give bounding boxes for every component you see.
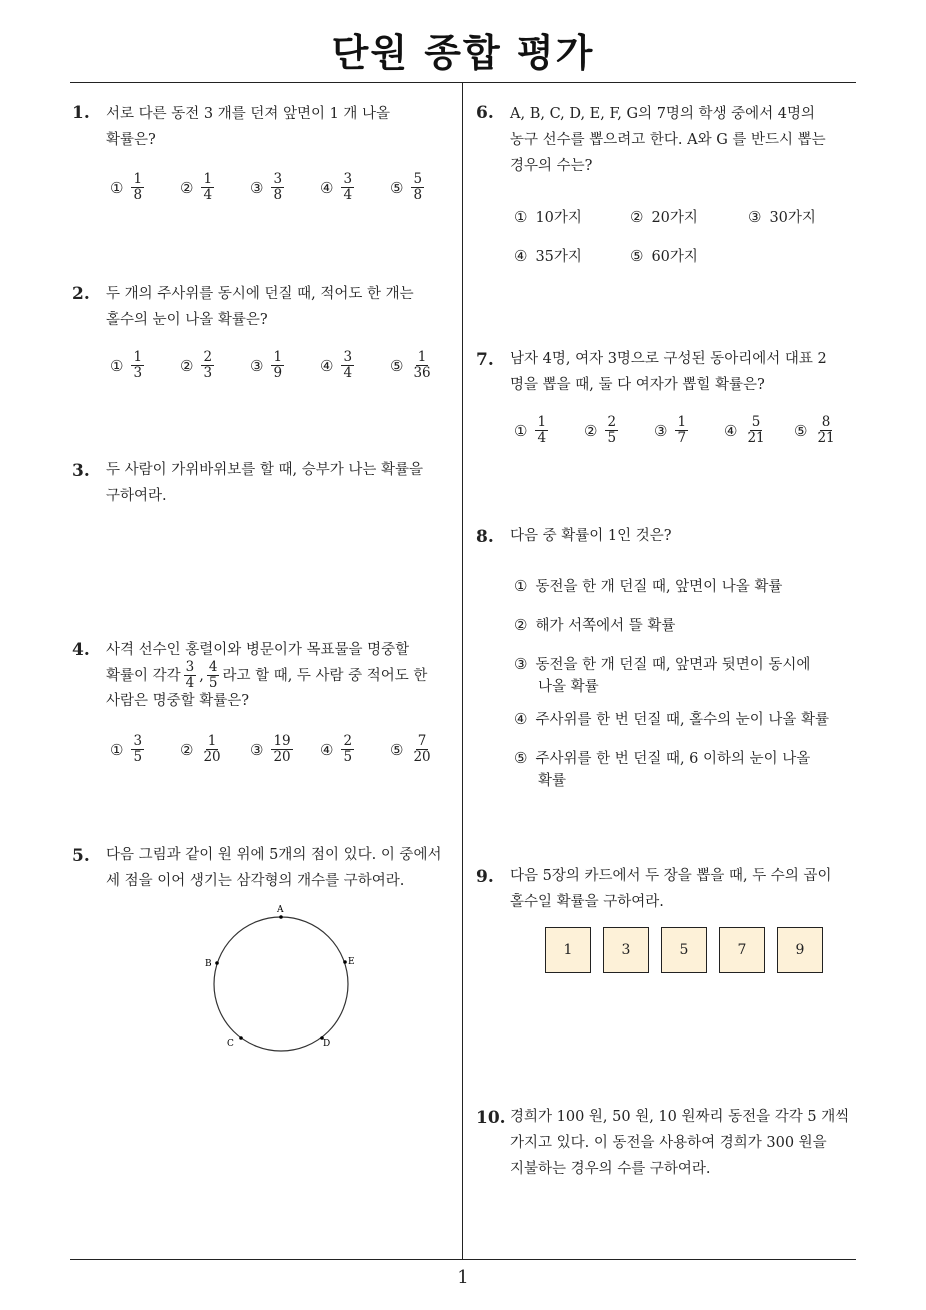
answer-choice-4[interactable]: [320, 734, 354, 765]
fraction: $\frac{1}{20}$: [203, 733, 221, 765]
circle-diagram: [195, 900, 370, 1060]
question-text: 확률은?: [106, 132, 156, 148]
answer-choice-3[interactable]: ③ 30가지: [748, 207, 816, 226]
question-text: 경우의 수는?: [510, 158, 593, 174]
answer-choice-3[interactable]: [250, 350, 284, 381]
answer-choice-1[interactable]: ① 동전을 한 개 던질 때, 앞면이 나올 확률: [514, 576, 783, 595]
question-number: 10.: [476, 1108, 506, 1128]
choice-mark: ③: [250, 740, 264, 759]
question-text: 명을 뽑을 때, 둘 다 여자가 뽑힐 확률은?: [510, 377, 765, 393]
number-card: 7: [719, 927, 765, 973]
point-a: [279, 915, 283, 919]
choice-mark: ②: [180, 178, 194, 197]
fraction: $\frac{1}{9}$: [273, 349, 283, 381]
answer-choice-3[interactable]: [250, 172, 284, 203]
fraction: $\frac{1}{4}$: [203, 171, 213, 203]
fraction: $\frac{7}{20}$: [413, 733, 431, 765]
choice-mark: ⑤: [390, 178, 404, 197]
fraction: $\frac{3}{4}$: [343, 349, 353, 381]
fraction: $\frac{4}{5}$: [208, 659, 218, 691]
question-text: 두 개의 주사위를 동시에 던질 때, 적어도 한 개는: [106, 286, 414, 302]
question-number: 1.: [72, 103, 90, 123]
answer-choice-3[interactable]: [250, 734, 293, 765]
answer-choice-2[interactable]: [180, 172, 214, 203]
answer-choice-4[interactable]: [320, 350, 354, 381]
choice-continuation: 확률: [538, 773, 567, 789]
answer-choice-1[interactable]: ① $\frac{1}{4}$: [514, 414, 547, 446]
fraction: $\frac{2}{5}$: [607, 414, 617, 446]
point-label-d: D: [323, 1039, 331, 1049]
answer-choice-1[interactable]: ① 10가지: [514, 207, 582, 226]
fraction: $\frac{2}{3}$: [203, 349, 213, 381]
question-text: 홀수의 눈이 나올 확률은?: [106, 312, 268, 328]
question-text: 구하여라.: [106, 488, 167, 504]
question-text: 다음 5장의 카드에서 두 장을 뽑을 때, 두 수의 곱이: [510, 868, 832, 884]
fraction: $\frac{3}{5}$: [133, 733, 143, 765]
question-text: 사격 선수인 홍렬이와 병문이가 목표물을 명중할: [106, 642, 410, 658]
question-text: 확률이 각각 $\frac{3}{4}$ , $\frac{4}{5}$ 라고 할 때, 두 사람 중 적어도 한: [106, 659, 428, 691]
answer-choice-5[interactable]: ⑤ 주사위를 한 번 던질 때, 6 이하의 눈이 나올: [514, 748, 811, 767]
number-card: 5: [661, 927, 707, 973]
answer-choice-5[interactable]: [390, 350, 433, 381]
number-card: 9: [777, 927, 823, 973]
question-number: 3.: [72, 461, 90, 481]
number-card: 3: [603, 927, 649, 973]
choice-mark: ②: [180, 356, 194, 375]
answer-choice-2[interactable]: ② 해가 서쪽에서 뜰 확률: [514, 615, 676, 634]
point-e: [343, 960, 347, 964]
fraction: $\frac{1}{8}$: [133, 171, 143, 203]
choice-mark: ④: [320, 178, 334, 197]
fraction: $\frac{1}{4}$: [537, 414, 547, 446]
fraction: $\frac{1}{36}$: [413, 349, 431, 381]
question-number: 9.: [476, 867, 494, 887]
fraction: $\frac{5}{21}$: [747, 414, 765, 446]
question-number: 5.: [72, 846, 90, 866]
answer-choice-5[interactable]: [390, 734, 433, 765]
question-text: 홀수일 확률을 구하여라.: [510, 894, 664, 910]
point-label-a: A: [277, 905, 284, 915]
answer-choice-4[interactable]: ④ 주사위를 한 번 던질 때, 홀수의 눈이 나올 확률: [514, 709, 830, 728]
point-c: [239, 1036, 243, 1040]
answer-choice-2[interactable]: [180, 350, 214, 381]
question-number: 8.: [476, 527, 494, 547]
choice-mark: ③: [250, 178, 264, 197]
question-text: 남자 4명, 여자 3명으로 구성된 동아리에서 대표 2: [510, 351, 827, 367]
question-number: 4.: [72, 640, 90, 660]
question-text: 세 점을 이어 생기는 삼각형의 개수를 구하여라.: [106, 873, 405, 889]
answer-choice-4[interactable]: ④ 35가지: [514, 246, 582, 265]
answer-choice-5[interactable]: ⑤ $\frac{8}{21}$: [794, 414, 835, 446]
choice-mark: ④: [320, 740, 334, 759]
fraction: $\frac{2}{5}$: [343, 733, 353, 765]
fraction: $\frac{3}{4}$: [185, 659, 195, 691]
page-number: 1: [457, 1267, 469, 1288]
fraction: $\frac{3}{8}$: [273, 171, 283, 203]
question-text: 다음 그림과 같이 원 위에 5개의 점이 있다. 이 중에서: [106, 847, 442, 863]
choice-continuation: 나올 확률: [538, 679, 599, 695]
choice-mark: ⑤: [390, 740, 404, 759]
choice-mark: ②: [180, 740, 194, 759]
point-label-c: C: [227, 1039, 234, 1049]
point-b: [215, 961, 219, 965]
fraction: $\frac{3}{4}$: [343, 171, 353, 203]
column-divider: [462, 83, 463, 1260]
answer-choice-4[interactable]: ④ $\frac{5}{21}$: [724, 414, 765, 446]
choice-mark: ③: [250, 356, 264, 375]
answer-choice-1[interactable]: [110, 350, 144, 381]
question-text: 서로 다른 동전 3 개를 던져 앞면이 1 개 나올: [106, 106, 391, 122]
point-label-e: E: [348, 957, 355, 967]
question-text: A, B, C, D, E, F, G의 7명의 학생 중에서 4명의: [510, 106, 816, 122]
choice-mark: ①: [110, 356, 124, 375]
choice-mark: ⑤: [390, 356, 404, 375]
question-number: 6.: [476, 103, 494, 123]
bottom-divider: [70, 1259, 856, 1260]
answer-choice-3[interactable]: ③ $\frac{1}{7}$: [654, 414, 687, 446]
choice-mark: ④: [320, 356, 334, 375]
choice-mark: ①: [110, 740, 124, 759]
answer-choice-5[interactable]: [390, 172, 424, 203]
answer-choice-4[interactable]: [320, 172, 354, 203]
answer-choice-2[interactable]: ② 20가지: [630, 207, 698, 226]
question-number: 2.: [72, 284, 90, 304]
question-text: 사람은 명중할 확률은?: [106, 693, 250, 709]
answer-choice-1[interactable]: [110, 172, 144, 203]
choice-mark: ①: [110, 178, 124, 197]
fraction: $\frac{1}{3}$: [133, 349, 143, 381]
question-text: 지불하는 경우의 수를 구하여라.: [510, 1161, 711, 1177]
question-number: 7.: [476, 350, 494, 370]
fraction: $\frac{5}{8}$: [413, 171, 423, 203]
answer-choice-1[interactable]: [110, 734, 144, 765]
answer-choice-2[interactable]: [180, 734, 223, 765]
question-text: 다음 중 확률이 1인 것은?: [510, 528, 672, 544]
question-text: 경희가 100 원, 50 원, 10 원짜리 동전을 각각 5 개씩: [510, 1109, 850, 1125]
fraction: $\frac{19}{20}$: [273, 733, 291, 765]
fraction: $\frac{8}{21}$: [817, 414, 835, 446]
number-card: 1: [545, 927, 591, 973]
answer-choice-2[interactable]: ② $\frac{2}{5}$: [584, 414, 617, 446]
answer-choice-3[interactable]: ③ 동전을 한 개 던질 때, 앞면과 뒷면이 동시에: [514, 654, 811, 673]
page-title: 단원 종합 평가: [331, 31, 595, 75]
fraction: $\frac{1}{7}$: [677, 414, 687, 446]
answer-choice-5[interactable]: ⑤ 60가지: [630, 246, 698, 265]
question-text: 가지고 있다. 이 동전을 사용하여 경희가 300 원을: [510, 1135, 827, 1151]
question-text: 두 사람이 가위바위보를 할 때, 승부가 나는 확률을: [106, 462, 424, 478]
top-divider: [70, 82, 856, 83]
point-label-b: B: [205, 959, 212, 969]
question-text: 농구 선수를 뽑으려고 한다. A와 G 를 반드시 뽑는: [510, 132, 826, 148]
